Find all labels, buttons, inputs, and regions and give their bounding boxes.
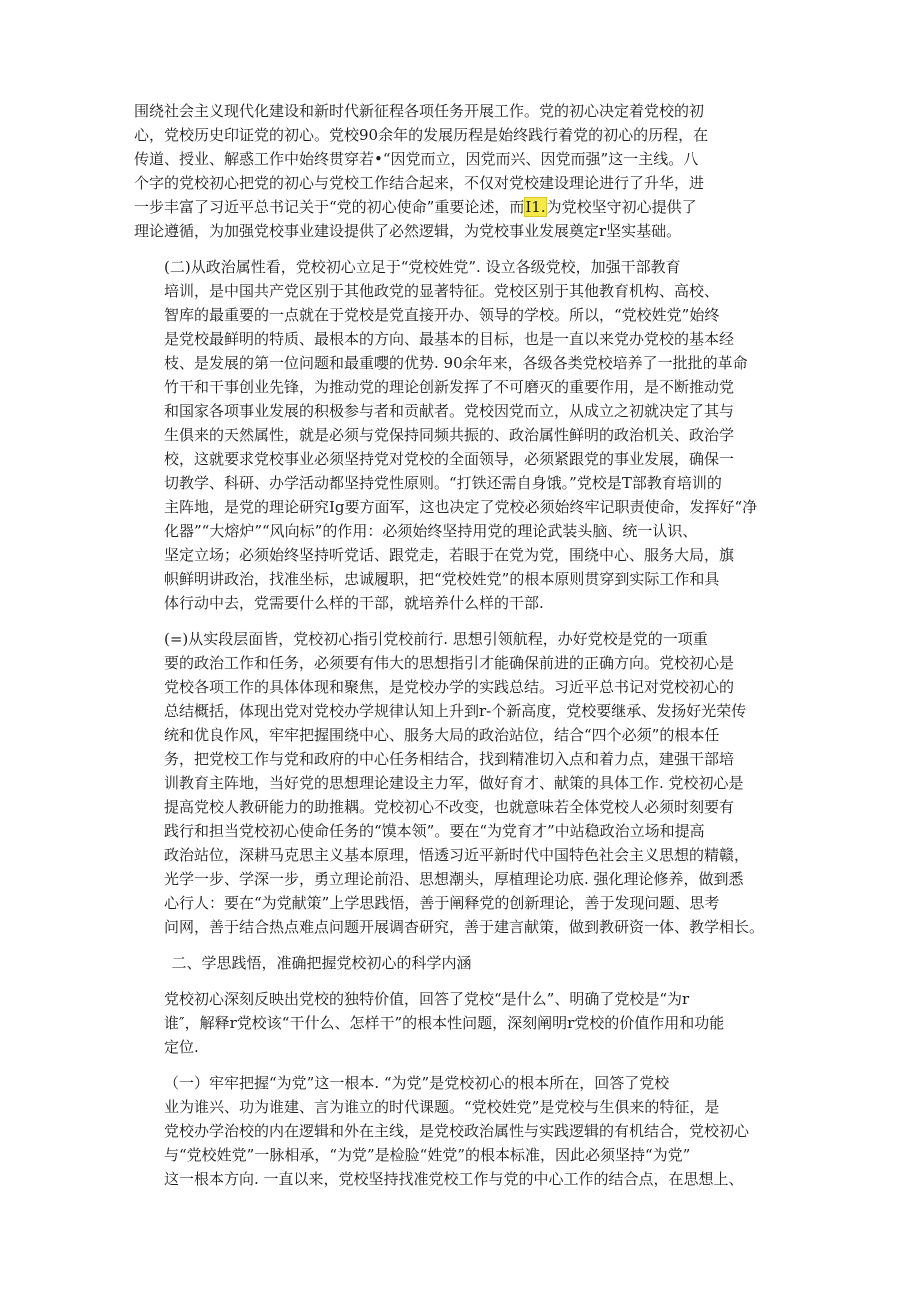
- text-line: (=)从实段层面皆，党校初心指引党校前行. 思想引领航程，办好党校是党的一项重: [164, 630, 708, 648]
- text-line: 传道、授业、解惑工作中始终贯穿若•“因党而立，因党而兴、因党而强”这一主线。八: [134, 150, 699, 168]
- text-line: 业为谁兴、功为谁建、言为谁立的时代课题。“党校姓党”是党校与生俱来的特征，是: [164, 1098, 720, 1116]
- paragraph-1: [134, 99, 790, 243]
- text-segment: 一步丰富了习近平总书记关于“党的初心使命”重要论述，而: [134, 198, 525, 216]
- text-line: 生俱来的天然属性，就是必须与党保持同频共振的、政治属性鲜明的政治机关、政治学: [164, 426, 735, 444]
- paragraph-5: [134, 987, 790, 1059]
- paragraph-6: [134, 1071, 790, 1191]
- text-line: （一）牢牢把握“为党”这一根本. “为党”是党校初心的根本所在，回答了党校: [164, 1074, 670, 1092]
- text-line: [134, 195, 790, 219]
- text-line: 这一根本方向. 一直以来，党校坚持找准党校工作与党的中心工作的结合点，在思想上、: [164, 1170, 744, 1188]
- paragraph-3: [134, 627, 790, 939]
- text-line: 校，这就要求党校事业必须坚持党对党校的全面领导，必须紧跟党的事业发展，确保一: [164, 450, 735, 468]
- text-segment: 为党校坚守初心提供了: [546, 198, 697, 216]
- text-line: 谁″，解释r党校该“干什么、怎样干”的根本性问题，深刻阐明r党校的价值作用和功能: [164, 1014, 725, 1032]
- text-line: 问网，善于结合热点难点问题开展调杳研究，善于建言献策，做到教研资一体、教学相长。: [164, 918, 765, 936]
- text-line: 和国家各项事业发展的积极参与者和贡献者。党校因党而立，从成立之初就决定了其与: [164, 402, 735, 420]
- text-line: 党校办学治校的内在逻辑和外在主线，是党校政治属性与实践逻辑的有机结合，党校初心: [164, 1122, 750, 1140]
- text-line: 统和优良作风，牢牢把握围绕中心、服务大局的政治站位，结合“四个必须”的根本任: [164, 726, 720, 744]
- text-line: 围绕社会主义现代化建设和新时代新征程各项任务开展工作。党的初心决定着党校的初: [134, 102, 705, 120]
- text-line: 政治站位，深耕马克思主义基本原理，悟透习近平新时代中国特色社会主义思想的精赣，: [164, 846, 750, 864]
- text-line: 光学一步、学深一步，勇立理论前沿、思想潮头，厚植理论功底. 强化理论修养，做到悉: [164, 870, 744, 888]
- text-line: 是党校最鲜明的特质、最根本的方向、最基本的目标，也是一直以来党办党校的基本经: [164, 330, 735, 348]
- text-line: 智库的最重要的一点就在于党校是党直接开办、领导的学校。所以，“党校姓党”始终: [164, 306, 720, 324]
- text-line: 务，把党校工作与党和政府的中心任务相结合，找到精准切入点和着力点，建强干部培: [164, 750, 735, 768]
- text-line: 理论遵循，为加强党校事业建设提供了必然逻辑，为党校事业发展奠定r坚实基础。: [134, 222, 682, 240]
- text-line: 要的政治工作和任务，必须要有伟大的思想指引才能确保前进的正确方向。党校初心是: [164, 654, 735, 672]
- text-line: 化器”“大熔炉”“风向标”的作用：必须始终坚持用党的理论武装头脑、统一认识、: [164, 522, 698, 540]
- text-line: 切教学、科研、办学活动都坚持党性原则。“打铁还需自身饿。”党校是T部教育培训的: [164, 474, 722, 492]
- text-line: 与“党校姓党”一脉相承，“为党”是检脸“姓党”的根本标准，因此必须坚持“为党”: [164, 1146, 691, 1164]
- text-line: 坚定立场；必须始终坚持听党话、跟党走，若眼于在党为党，围绕中心、服务大局，旗: [164, 546, 735, 564]
- text-line: 定位.: [164, 1038, 199, 1056]
- text-line: 训教育主阵地，当好党的思想理论建设主力军，做好育才、献策的具体工作. 党校初心是: [164, 774, 744, 792]
- highlight-mark: I1.: [525, 198, 546, 216]
- text-line: 体行动中去，党需要什么样的干部，就培养什么样的干部.: [164, 594, 544, 612]
- text-line: 践行和担当党校初心使命任务的“馍本领”。要在“为党育才”中站稳政治立场和提高: [164, 822, 705, 840]
- text-line: 培训，是中国共产党区别于其他政党的显著特征。党校区别于其他教育机构、高校、: [164, 282, 720, 300]
- document-body: [134, 99, 790, 1203]
- text-line: 竹干和干事创业先锋，为推动党的理论创新发挥了不可磨灭的重要作用，是不断推动党: [164, 378, 735, 396]
- text-line: 心行人：要在“为党献策”上学思践悟，善于阐释党的创新理论，善于发现问题、思考: [164, 894, 720, 912]
- text-line: 枝、是发展的第一位问题和最重嚶的优势. 90余年来，各级各类党校培养了一批批的革命: [164, 354, 748, 372]
- text-line: 提高党校人教研能力的助推耦。党校初心不改变，也就意味若全体党校人必须时刻要有: [164, 798, 735, 816]
- text-line: 心，党校历史印证党的初心。党校90余年的发展历程是始终践行着党的初心的历程，在: [134, 126, 709, 144]
- section-heading: [134, 951, 790, 975]
- paragraph-2: [134, 255, 790, 615]
- text-line: 党校初心深刻反映出党校的独特价值，回答了党校“是什么”、明确了党校是“为r: [164, 990, 690, 1008]
- text-line: 总结概括，体现出党对党校办学规律认知上升到r-个新高度，党校要继承、发扬好光荣传: [164, 702, 747, 720]
- text-line: (二)从政治属性看，党校初心立足于“党校姓党”. 设立各级党校，加强干部教育: [164, 258, 681, 276]
- text-line: 帜鲜明讲政治，找准坐标，忠诚履职，把“党校姓党”的根本原则贯穿到实际工作和具: [164, 570, 720, 588]
- text-line: 党校各项工作的具体体现和聚焦，是党校办学的实践总结。习近平总书记对党校初心的: [164, 678, 735, 696]
- heading-text: 二、学思践悟，准确把握党校初心的科学内涵: [171, 954, 472, 972]
- text-line: 个字的党校初心把党的初心与党校工作结合起来，不仅对党校建设理论进行了升华，进: [134, 174, 705, 192]
- text-line: 主阵地，是党的理论研究Ig要方面军，这也决定了党校必须始终牢记职责使命，发挥好“净: [164, 498, 758, 516]
